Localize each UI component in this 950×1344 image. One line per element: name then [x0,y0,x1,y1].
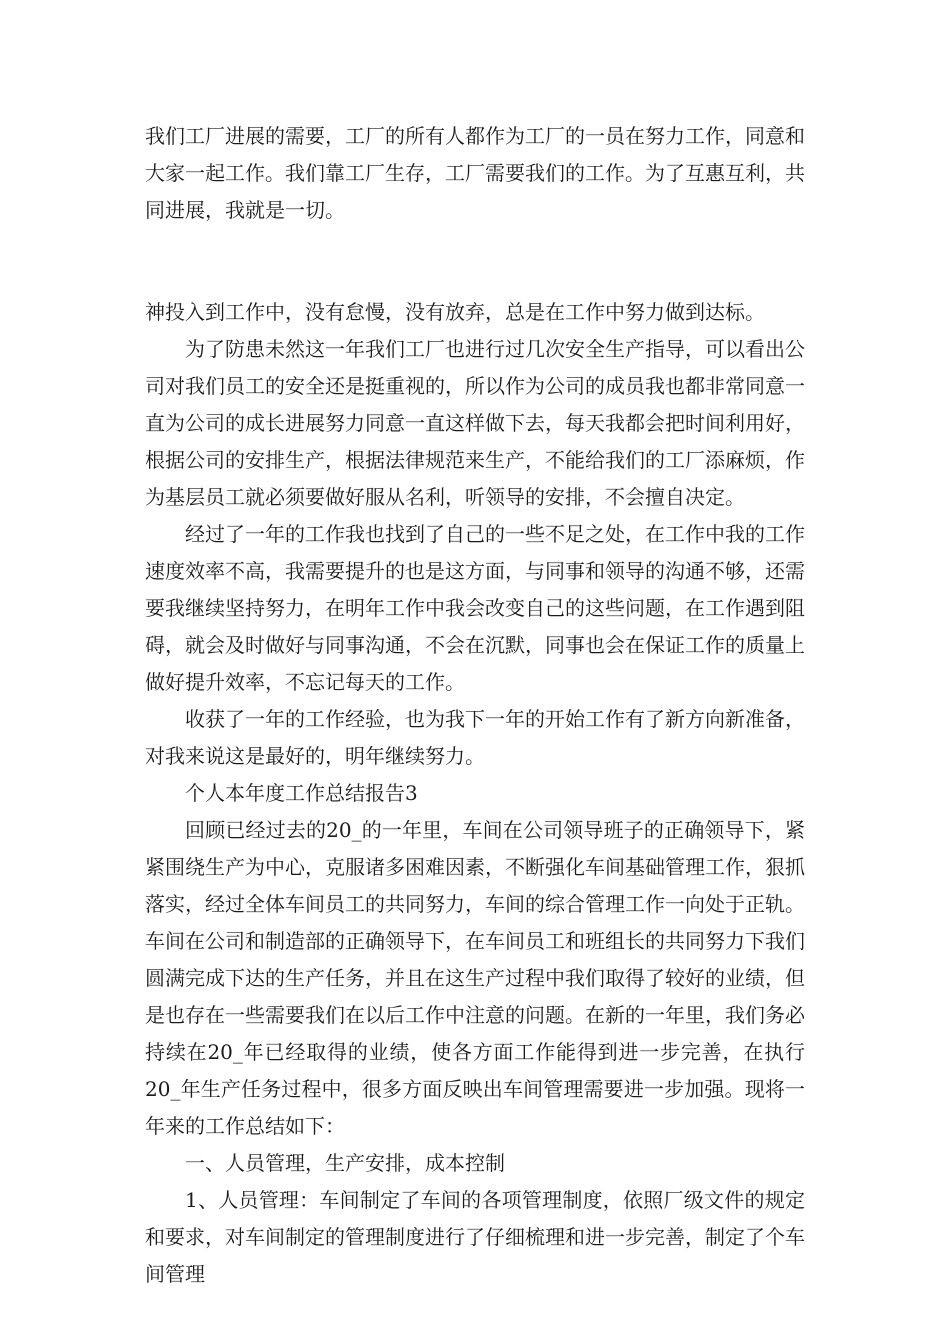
section-heading-report-3: 个人本年度工作总结报告3 [185,781,418,805]
paragraph-review: 回顾已经过去的20_的一年里，车间在公司领导班子的正确领导下，紧紧围绕生产为中心，克服诸多困难因素，不断强化车间基础管理工作，狠抓落实，经过全体车间员工的共同努力，车间的综合管理工作一向处于正轨。车间在公司和制造部的正确领导下，在车间员工和班组长的共同努力下我们圆满完成下达的生产任务，并且在这生产过程中我们取得了较好的业绩，但是也存在一些需要我们在以后工作中注意的问题。在新的一年里，我们务必持续在20_年已经取得的业绩，使各方面工作能得到进一步完善，在执行20_年生产任务过程中，很多方面反映出车间管理需要进一步加强。现将一年来的工作总结如下： [145,818,805,1138]
main-text-block [145,294,805,1293]
top-text-block [145,118,805,229]
paragraph-continued-top: 我们工厂进展的需要，工厂的所有人都作为工厂的一员在努力工作，同意和大家一起工作。我们靠工厂生存，工厂需要我们的工作。为了互惠互利，共同进展，我就是一切。 [145,124,805,222]
subheading-personnel: 一、人员管理，生产安排，成本控制 [185,1151,505,1175]
paragraph-safety: 为了防患未然这一年我们工厂也进行过几次安全生产指导，可以看出公司对我们员工的安全还是挺重视的，所以作为公司的成员我也都非常同意一直为公司的成长进展努力同意一直这样做下去，每天我都会把时间利用好，根据公司的安排生产，根据法律规范来生产，不能给我们的工厂添麻烦，作为基层员工就必须要做好服从名利，听领导的安排，不会擅自决定。 [145,337,805,509]
paragraph-continued: 神投入到工作中，没有怠慢，没有放弃，总是在工作中努力做到达标。 [145,300,765,324]
paragraph-gains: 收获了一年的工作经验，也为我下一年的开始工作有了新方向新准备，对我来说这是最好的，明年继续努力。 [145,707,805,768]
paragraph-shortcomings: 经过了一年的工作我也找到了自己的一些不足之处，在工作中我的工作速度效率不高，我需要提升的也是这方面，与同事和领导的沟通不够，还需要我继续坚持努力，在明年工作中我会改变自己的这些问题，在工作遇到阻碍，就会及时做好与同事沟通，不会在沉默，同事也会在保证工作的质量上做好提升效率，不忘记每天的工作。 [145,522,805,694]
paragraph-personnel-management: 1、人员管理：车间制定了车间的各项管理制度，依照厂级文件的规定和要求，对车间制定的管理制度进行了仔细梳理和进一步完善，制定了个车间管理 [145,1188,805,1286]
